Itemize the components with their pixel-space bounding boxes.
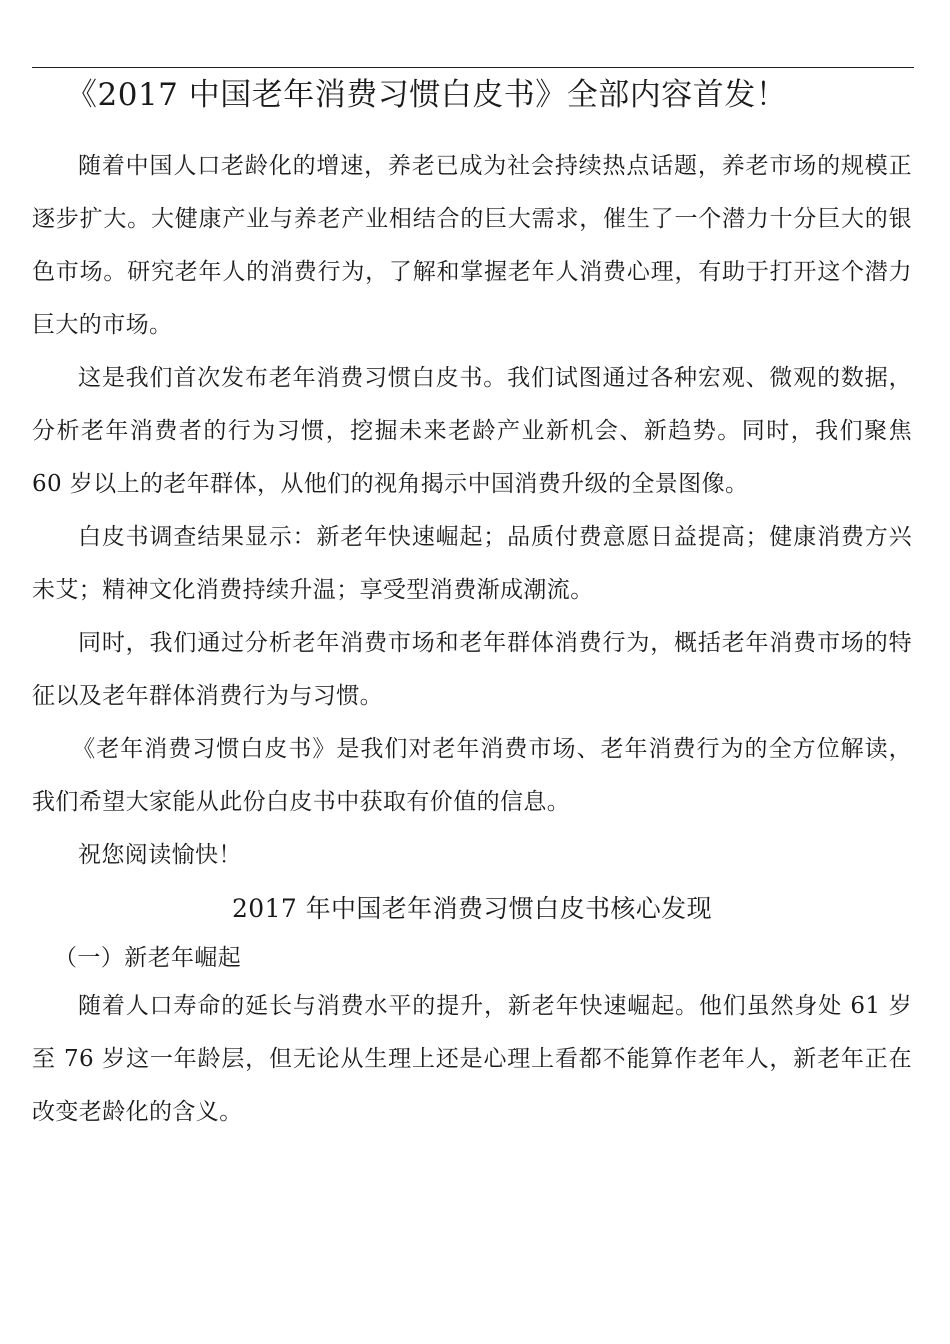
sub-heading: （一）新老年崛起	[54, 945, 242, 971]
document-title: 《2017 中国老年消费习惯白皮书》全部内容首发！	[66, 77, 788, 113]
intro-paragraph-4: 同时，我们通过分析老年消费市场和老年群体消费行为，概括老年消费市场的特征以及老年群体消费行为与习惯。	[32, 630, 912, 709]
intro-paragraph-5: 《老年消费习惯白皮书》是我们对老年消费市场、老年消费行为的全方位解读，我们希望大家能从此份白皮书中获取有价值的信息。	[32, 736, 912, 815]
intro-paragraph-1: 随着中国人口老龄化的增速，养老已成为社会持续热点话题，养老市场的规模正逐步扩大。大健康产业与养老产业相结合的巨大需求，催生了一个潜力十分巨大的银色市场。研究老年人的消费行为，了解和掌握老年人消费心理，有助于打开这个潜力巨大的市场。	[32, 153, 912, 338]
closing-greeting: 祝您阅读愉快！	[78, 842, 242, 868]
header-rule	[32, 67, 914, 68]
intro-paragraph-3: 白皮书调查结果显示：新老年快速崛起；品质付费意愿日益提高；健康消费方兴未艾；精神文化消费持续升温；享受型消费渐成潮流。	[32, 524, 912, 603]
section-paragraph: 随着人口寿命的延长与消费水平的提升，新老年快速崛起。他们虽然身处 61 岁至 76 岁这一年龄层，但无论从生理上还是心理上看都不能算作老年人，新老年正在改变老龄化的含义。	[32, 993, 912, 1125]
section-heading: 2017 年中国老年消费习惯白皮书核心发现	[232, 894, 712, 923]
intro-paragraph-2: 这是我们首次发布老年消费习惯白皮书。我们试图通过各种宏观、微观的数据，分析老年消费者的行为习惯，挖掘未来老龄产业新机会、新趋势。同时，我们聚焦 60 岁以上的老年群体，从他们的视角揭示中国消费升级的全景图像。	[32, 365, 912, 497]
document-body	[32, 140, 912, 1139]
